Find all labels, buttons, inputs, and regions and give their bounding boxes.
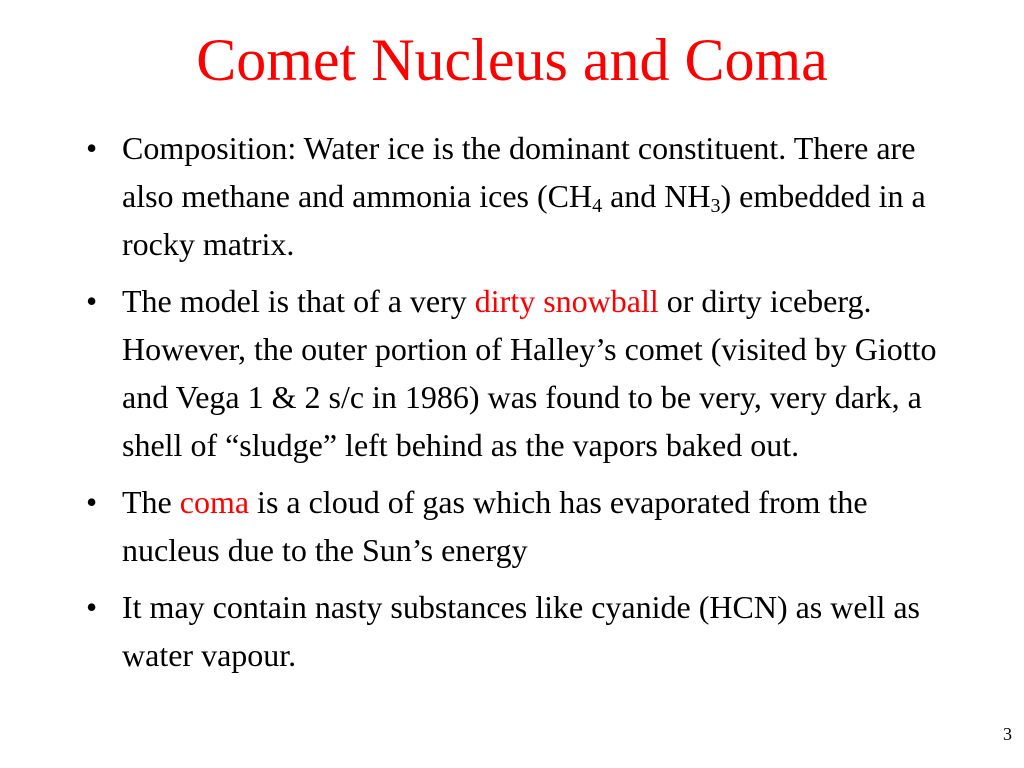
bullet-list (72, 124, 952, 688)
bullet-dot-icon: • (86, 130, 98, 166)
bullet-text-part: The model is that of a very (122, 283, 475, 319)
bullet-dot-icon: • (86, 283, 98, 319)
bullet-text-part: is a cloud of gas which has evaporated from the nucleus due to the Sun’s energy (122, 484, 868, 568)
bullet-dot-icon: • (86, 589, 98, 625)
highlight-coma: coma (179, 484, 250, 520)
bullet-text: It may contain nasty substances like cyanide (HCN) as well as water vapour. (122, 589, 920, 673)
page-number: 3 (1003, 724, 1012, 744)
subscript-4: 4 (592, 195, 603, 217)
bullet-text-part: and NH (602, 178, 711, 214)
subscript-3: 3 (710, 195, 721, 217)
bullet-composition (72, 124, 952, 268)
bullet-text-part: ) embedded in a rocky matrix. (122, 178, 926, 262)
bullet-dot-icon: • (86, 484, 98, 520)
bullet-text-part: Composition: Water ice is the dominant constituent. There are also methane and ammonia ices (CH (122, 130, 916, 214)
bullet-coma (72, 478, 952, 574)
bullet-text-part: The (122, 484, 180, 520)
bullet-model (72, 277, 952, 469)
bullet-text-part: or dirty iceberg. However, the outer portion of Halley’s comet (visited by Giotto and Vega 1 & 2 s/c in 1986) was found to be very, very dark, a shell of “sludge” left behind as the vapors baked out. (122, 283, 937, 463)
slide-title: Comet Nucleus and Coma (196, 27, 828, 93)
bullet-substances (72, 583, 952, 679)
highlight-dirty-snowball: dirty snowball (474, 283, 659, 319)
